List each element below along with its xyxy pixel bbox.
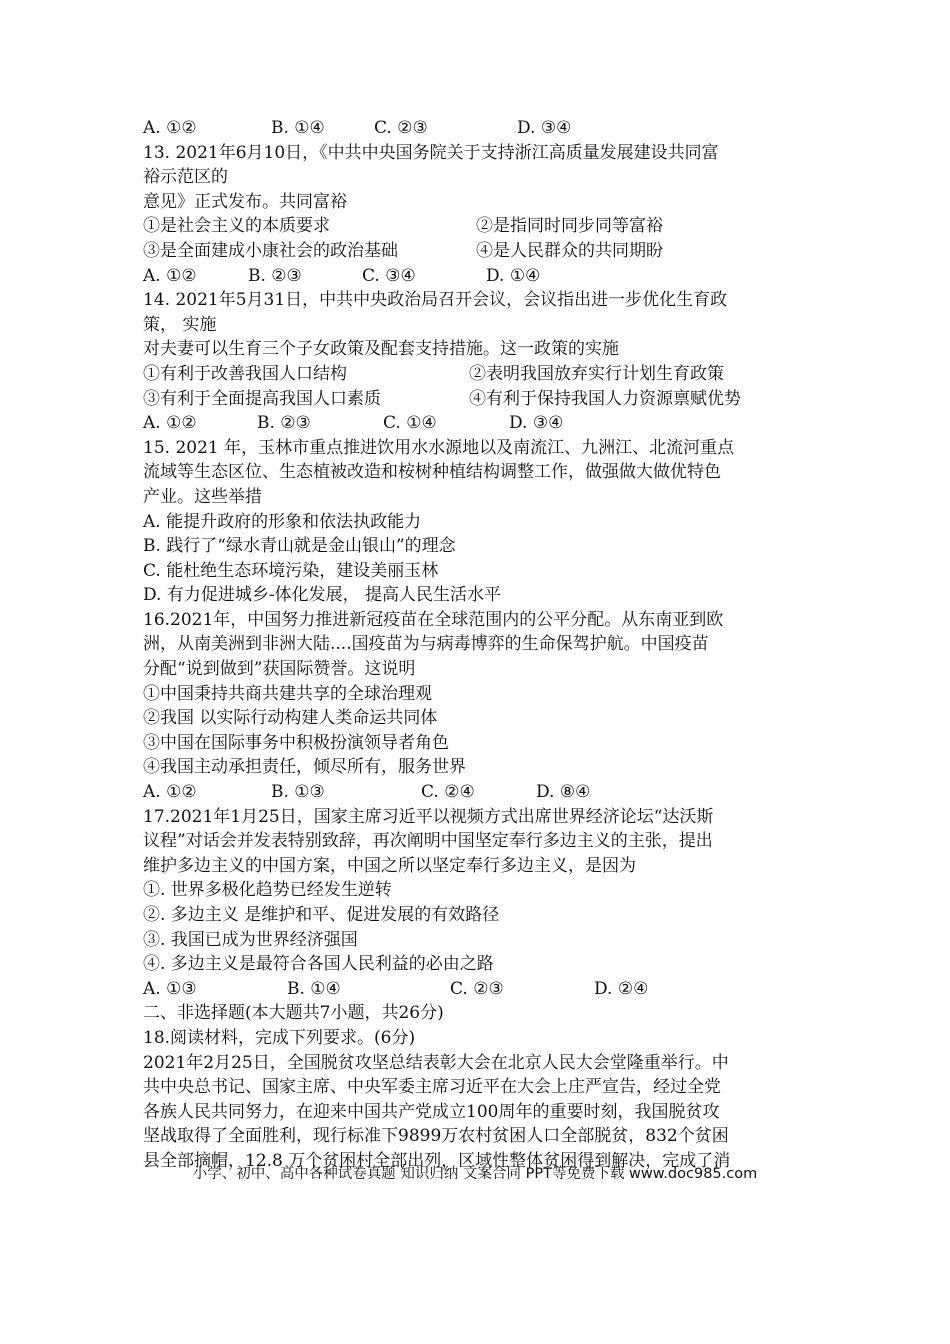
q16-statement-1: ①中国秉持共商共建共享的全球治理观 bbox=[143, 683, 432, 704]
q13-options bbox=[143, 264, 815, 289]
q16-line-3: 分配“说到做到”获国际赞誉。这说明 bbox=[143, 659, 416, 680]
q17-statement-3: ③. 我国已成为世界经济强国 bbox=[143, 929, 358, 950]
exam-content bbox=[143, 116, 815, 1174]
q17-options bbox=[143, 977, 815, 1002]
q16-option-a: A. ①② bbox=[143, 782, 197, 803]
q14-statement-1: ①有利于改善我国人口结构 bbox=[143, 363, 347, 384]
q17-line-1: 17.2021年1月25日，国家主席习近平以视频方式出席世界经济论坛“达沃斯 bbox=[143, 806, 714, 827]
q14-option-d: D. ③④ bbox=[509, 413, 564, 434]
section-heading-non-choice: 二、非选择题(本大题共7小题，共26分) bbox=[143, 1003, 444, 1024]
q14-statements-row-2 bbox=[143, 387, 815, 412]
q17-statement-4: ④. 多边主义是最符合各国人民利益的必由之路 bbox=[143, 954, 494, 975]
q18-material-line-3: 各族人民共同努力，在迎来中国共产党成立100周年的重要时刻，我国脱贫攻 bbox=[143, 1101, 720, 1122]
q14-line-2: 策， 实施 bbox=[143, 314, 217, 335]
q16-statement-4: ④我国主动承担责任，倾尽所有，服务世界 bbox=[143, 757, 466, 778]
q13-statements-row-1 bbox=[143, 214, 815, 239]
q14-option-a: A. ①② bbox=[143, 413, 197, 434]
q15-option-d: D. 有力促进城乡-体化发展， 提高人民生活水平 bbox=[143, 585, 501, 606]
q14-option-c: C. ①④ bbox=[383, 413, 437, 434]
q15-option-b: B. 践行了“绿水青山就是金山银山”的理念 bbox=[143, 536, 456, 557]
q13-option-b: B. ②③ bbox=[248, 265, 302, 286]
q16-option-d: D. ⑧④ bbox=[536, 782, 591, 803]
q12-option-b: B. ①④ bbox=[271, 118, 325, 138]
q13-statements-row-2 bbox=[143, 239, 815, 264]
q17-statement-2: ②. 多边主义 是维护和平、促进发展的有效路径 bbox=[143, 905, 500, 925]
q16-statement-2: ②我国 以实际行动构建人类命运共同体 bbox=[143, 708, 438, 729]
q16-option-b: B. ①③ bbox=[271, 782, 325, 803]
q18-material-line-2: 共中央总书记、国家主席、中央军委主席习近平在大会上庄严宣告，经过全党 bbox=[143, 1077, 721, 1098]
q18-material-line-1: 2021年2月25日，全国脱贫攻坚总结表彰大会在北京人民大会堂隆重举行。中 bbox=[143, 1052, 729, 1073]
q18-material-line-4: 坚战取得了全面胜利，现行标准下9899万农村贫困人口全部脱贫，832个贫困 bbox=[143, 1126, 729, 1147]
q17-option-b: B. ①④ bbox=[287, 978, 341, 999]
q12-option-c: C. ②③ bbox=[374, 118, 428, 138]
q13-option-c: C. ③④ bbox=[362, 265, 416, 286]
q13-statement-2: ②是指同时同步同等富裕 bbox=[476, 216, 663, 237]
q14-options bbox=[143, 411, 815, 436]
q14-line-3: 对夫妻可以生育三个子女政策及配套支持措施。这一政策的实施 bbox=[143, 339, 619, 360]
q16-line-1: 16.2021年，中国努力推进新冠疫苗在全球范围内的公平分配。从东南亚到欧 bbox=[143, 609, 724, 630]
q15-line-1: 15. 2021 年，玉林市重点推进饮用水水源地以及南流江、九洲江、北流河重点 bbox=[143, 437, 735, 458]
q15-line-3: 产业。这些举措 bbox=[143, 486, 262, 507]
q12-option-d: D. ③④ bbox=[517, 118, 572, 138]
q17-statement-1: ①. 世界多极化趋势已经发生逆转 bbox=[143, 880, 392, 901]
q13-line-2: 裕示范区的 bbox=[143, 167, 228, 188]
page-footer: 小学、初中、高中各种试卷真题 知识归纳 文案合同 PPT等免费下载 www.doc985.com bbox=[192, 1166, 758, 1182]
q17-option-d: D. ②④ bbox=[594, 978, 649, 999]
q12-option-a: A. ①② bbox=[143, 118, 197, 138]
q13-option-a: A. ①② bbox=[143, 265, 197, 286]
q13-line-3: 意见》正式发布。共同富裕 bbox=[143, 191, 347, 212]
q15-line-2: 流域等生态区位、生态植被改造和桉树种植结构调整工作，做强做大做优特色 bbox=[143, 462, 721, 483]
q13-option-d: D. ①④ bbox=[486, 265, 541, 286]
q14-statement-3: ③有利于全面提高我国人口素质 bbox=[143, 388, 381, 409]
q17-option-c: C. ②③ bbox=[450, 978, 504, 999]
q13-statement-1: ①是社会主义的本质要求 bbox=[143, 216, 330, 237]
q18-prompt: 18.阅读材料，完成下列要求。(6分) bbox=[143, 1027, 416, 1048]
q15-option-a: A. 能提升政府的形象和依法执政能力 bbox=[143, 511, 422, 532]
q18-material-line-5: 县全部摘帽，12.8 万个贫困村全部出列，区域性整体贫困得到解决，完成了消 bbox=[143, 1150, 731, 1171]
q12-options bbox=[143, 116, 815, 141]
q17-option-a: A. ①③ bbox=[143, 978, 197, 999]
q14-statement-2: ②表明我国放弃实行计划生育政策 bbox=[469, 363, 724, 384]
q17-line-2: 议程”对话会并发表特别致辞，再次阐明中国坚定奉行多边主义的主张，提出 bbox=[143, 831, 713, 852]
q13-line-1: 13. 2021年6月10日，《中共中央国务院关于支持浙江高质量发展建设共同富 bbox=[143, 142, 719, 163]
q14-line-1: 14. 2021年5月31日，中共中央政治局召开会议，会议指出进一步优化生育政 bbox=[143, 290, 728, 311]
q16-line-2: 洲，从南美洲到非洲大陆....国疫苗为与病毒博弈的生命保驾护航。中国疫苗 bbox=[143, 634, 709, 655]
q13-statement-4: ④是人民群众的共同期盼 bbox=[476, 240, 663, 261]
q15-option-c: C. 能杜绝生态环境污染，建设美丽玉林 bbox=[143, 560, 439, 581]
q13-statement-3: ③是全面建成小康社会的政治基础 bbox=[143, 240, 398, 261]
q17-line-3: 维护多边主义的中国方案，中国之所以坚定奉行多边主义，是因为 bbox=[143, 855, 636, 876]
q14-option-b: B. ②③ bbox=[257, 413, 311, 434]
q14-statement-4: ④有利于保持我国人力资源禀赋优势 bbox=[469, 388, 741, 409]
q16-options bbox=[143, 780, 815, 805]
q16-option-c: C. ②④ bbox=[421, 782, 475, 803]
q14-statements-row-1 bbox=[143, 362, 815, 387]
q16-statement-3: ③中国在国际事务中积极扮演领导者角色 bbox=[143, 732, 449, 753]
